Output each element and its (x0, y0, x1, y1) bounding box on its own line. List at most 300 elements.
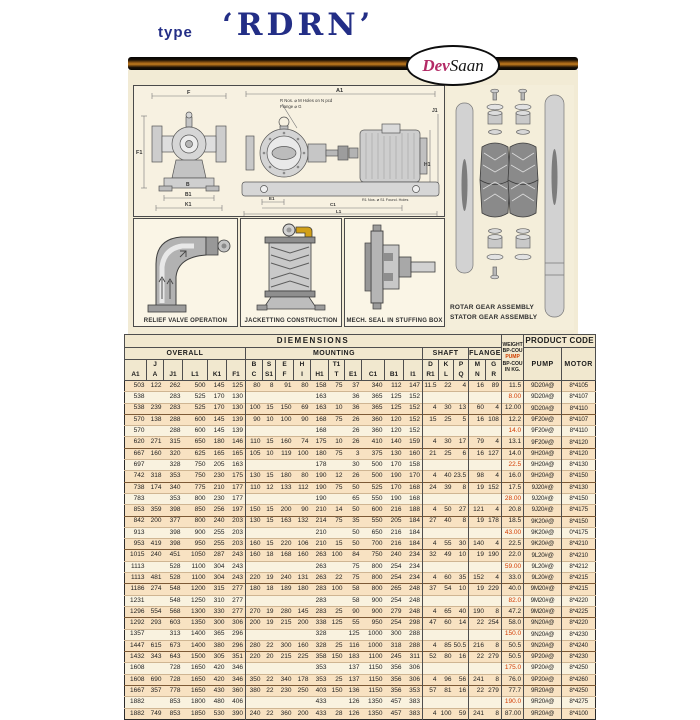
dimension-cell: 1000 (362, 640, 385, 651)
dimension-cell: 900 (183, 527, 208, 538)
dimension-cell: 4 (423, 505, 439, 516)
dimension-cell: 403 (311, 686, 329, 697)
dimension-cell: 353 (311, 674, 329, 685)
weight-cell: 47.2 (501, 606, 523, 617)
weight-cell: 43.00 (501, 527, 523, 538)
dimension-cell: 210 (311, 539, 329, 550)
dimension-cell: 26 (345, 414, 362, 425)
dimension-cell (246, 697, 263, 708)
weight-cell: 18.5 (501, 516, 523, 527)
dimension-cell: 800 (362, 561, 385, 572)
dimension-cell: 184 (404, 539, 423, 550)
dimension-cell: 4 (423, 606, 439, 617)
dimension-cell: 214 (311, 516, 329, 527)
dimension-cell: 19 (469, 482, 486, 493)
dimension-cell: 255 (208, 539, 227, 550)
dimension-cell: 19 (263, 573, 276, 584)
pump-code-cell: 9N20#@ (524, 618, 562, 629)
dimension-cell (454, 697, 469, 708)
dimension-cell: 168 (404, 482, 423, 493)
dimension-cell: 15 (263, 403, 276, 414)
dimension-cell: 205 (385, 516, 404, 527)
motor-code-cell: 8*4110 (562, 403, 596, 414)
dimension-cell: 16 (454, 652, 469, 663)
dimension-cell: 304 (208, 561, 227, 572)
dimension-cell: 1447 (125, 640, 147, 651)
dimension-cell: 15 (423, 414, 439, 425)
dimension-cell (486, 426, 501, 437)
dimension-cell: 165 (208, 448, 227, 459)
pump-assembly-drawing (133, 85, 445, 217)
dimension-cell: 26 (345, 426, 362, 437)
dimension-cell: 137 (345, 663, 362, 674)
dimension-cell (423, 527, 439, 538)
dimension-cell: 538 (125, 403, 147, 414)
dimension-cell: 177 (227, 493, 246, 504)
dimension-cell: 220 (246, 652, 263, 663)
motor-code-cell: 8*4215 (562, 573, 596, 584)
dimension-cell: 15 (263, 437, 276, 448)
dimension-cell: 230 (208, 493, 227, 504)
dimension-cell: 356 (385, 686, 404, 697)
dimension-cell (439, 493, 454, 504)
dimension-cell (246, 527, 263, 538)
dimension-cell: 620 (125, 437, 147, 448)
dimension-cell: 256 (208, 505, 227, 516)
dimension-cell: 65 (345, 493, 362, 504)
dimension-cell: 10 (329, 437, 345, 448)
dimension-cell: 360 (276, 708, 294, 719)
dimension-cell (294, 629, 311, 640)
dimension-cell: 138 (147, 414, 164, 425)
dimension-cell: 150 (276, 403, 294, 414)
dimension-cell: 750 (183, 471, 208, 482)
dimension-cell: 139 (227, 426, 246, 437)
dimension-cell: 190 (469, 606, 486, 617)
dimension-cell: 75 (329, 516, 345, 527)
dimension-cell: 313 (164, 629, 183, 640)
dimension-cell (147, 697, 164, 708)
dimension-cell (276, 527, 294, 538)
dimension-cell: 18 (263, 550, 276, 561)
motor-code-cell: 8*4107 (562, 392, 596, 403)
dimension-cell (294, 493, 311, 504)
dimension-cell (423, 629, 439, 640)
dimension-cell (329, 663, 345, 674)
column-letter-header: L1 (183, 360, 208, 381)
weight-cell: 12.2 (501, 414, 523, 425)
dimension-cell: 21 (423, 448, 439, 459)
dimension-cell: 1357 (125, 629, 147, 640)
dimension-cell (329, 426, 345, 437)
weight-cell: 76.0 (501, 674, 523, 685)
group-header-flange: FLANGE (469, 348, 502, 360)
dimension-cell: 175 (227, 471, 246, 482)
dimension-cell: 234 (404, 561, 423, 572)
dimension-cell: 365 (362, 403, 385, 414)
dimension-cell: 1296 (125, 606, 147, 617)
table-row (125, 652, 596, 663)
dimension-cell: 853 (125, 505, 147, 516)
jacketting-caption: JACKETTING CONSTRUCTION (244, 318, 338, 324)
motor-code-cell: 8*4250 (562, 663, 596, 674)
weight-cell: 12.00 (501, 403, 523, 414)
dimension-cell: 158 (404, 460, 423, 471)
dimension-cell: 12 (329, 471, 345, 482)
dimension-cell: 1650 (183, 674, 208, 685)
dimension-cell: 216 (385, 539, 404, 550)
dimension-cell (263, 460, 276, 471)
dimension-cell: 132 (294, 516, 311, 527)
dimension-cell: 160 (276, 437, 294, 448)
dimension-cell: 950 (362, 618, 385, 629)
dimension-cell: 263 (311, 561, 329, 572)
dimension-cell: 4 (486, 437, 501, 448)
table-row (125, 403, 596, 414)
dimension-cell: 170 (208, 392, 227, 403)
table-row (125, 629, 596, 640)
dimension-cell: 265 (385, 584, 404, 595)
dimension-cell: 1400 (183, 640, 208, 651)
pump-code-cell: 9L20#@ (524, 561, 562, 572)
dimension-cell (294, 561, 311, 572)
dimension-cell: 59 (454, 708, 469, 719)
column-letter-header: F1 (227, 360, 246, 381)
dimension-cell: 85 (439, 640, 454, 651)
dimension-cell: 570 (125, 414, 147, 425)
dimension-cell: 80 (294, 381, 311, 392)
dimension-cell: 263 (311, 550, 329, 561)
dimension-cell: 643 (164, 652, 183, 663)
dimension-cell: 50 (345, 539, 362, 550)
dimension-cell: 358 (311, 652, 329, 663)
dimension-cell: 346 (227, 663, 246, 674)
pump-code-cell: 9R20#@ (524, 686, 562, 697)
dimension-cell (263, 629, 276, 640)
dimension-cell: 1400 (183, 629, 208, 640)
dimension-cell (294, 392, 311, 403)
dimension-cell: 190 (385, 493, 404, 504)
dimension-cell: 50.5 (454, 640, 469, 651)
dimension-cell: 200 (294, 618, 311, 629)
dimension-cell: 503 (125, 381, 147, 392)
motor-code-cell: 8*4230 (562, 629, 596, 640)
mech-seal-panel (344, 218, 445, 327)
dimension-cell: 160 (246, 539, 263, 550)
dimension-cell: 22 (263, 686, 276, 697)
dimension-cell: 205 (208, 460, 227, 471)
dimension-cell: 106 (294, 539, 311, 550)
jacketting-svg (241, 219, 341, 314)
dimension-cell: 168 (311, 426, 329, 437)
dimension-cell (246, 595, 263, 606)
weight-cell: 11.5 (501, 381, 523, 392)
pump-code-cell: 9M20#@ (524, 606, 562, 617)
motor-code-cell: 8*4220 (562, 595, 596, 606)
dimension-cell: 749 (147, 708, 164, 719)
dimension-cell: 229 (486, 584, 501, 595)
dimension-cell: 568 (164, 606, 183, 617)
dimension-cell: 200 (294, 708, 311, 719)
dimension-cell: 1050 (183, 550, 208, 561)
dimension-cell (276, 426, 294, 437)
pump-code-cell: 9J20#@ (524, 482, 562, 493)
dimension-cell: 210 (311, 505, 329, 516)
dimension-cell (147, 426, 164, 437)
dimension-cell (423, 697, 439, 708)
dimension-cell: 406 (227, 697, 246, 708)
dimensions-table (124, 334, 596, 720)
dim-label-A1: A1 (336, 88, 344, 94)
dimension-cell: 4 (423, 471, 439, 482)
dimension-cell: 55 (439, 539, 454, 550)
dimension-cell (246, 392, 263, 403)
gear-caption-line1: ROTAR GEAR ASSEMBLY (450, 304, 535, 311)
dimension-cell: 225 (294, 652, 311, 663)
dimension-cell: 625 (183, 448, 208, 459)
dimension-cell: 800 (183, 493, 208, 504)
dim-label-B: B (186, 182, 190, 188)
dimension-cell: 145 (208, 381, 227, 392)
dimension-cell: 600 (183, 414, 208, 425)
gear-assembly-drawing (447, 85, 574, 330)
dimension-cell: 165 (227, 448, 246, 459)
dimension-cell: 10 (454, 550, 469, 561)
dimension-cell: 4 (486, 573, 501, 584)
dimension-cell: 110 (246, 437, 263, 448)
dimension-cell: 110 (246, 482, 263, 493)
dimension-cell: 1667 (125, 686, 147, 697)
weight-cell: 13.1 (501, 437, 523, 448)
dimension-cell: 398 (164, 527, 183, 538)
weight-cell: 58.0 (501, 618, 523, 629)
dimension-cell: 40 (439, 516, 454, 527)
dimension-cell (454, 493, 469, 504)
dimension-cell: 287 (208, 550, 227, 561)
dimension-cell: 174 (147, 482, 164, 493)
page-title: ‘RDRN’ (222, 7, 375, 43)
dimension-cell: 525 (183, 392, 208, 403)
dimension-cell: 220 (246, 573, 263, 584)
dimension-cell: 80 (294, 471, 311, 482)
dimension-cell: 12 (263, 482, 276, 493)
dimension-cell: 178 (294, 674, 311, 685)
dimension-cell: 170 (385, 460, 404, 471)
column-letter-header: A1 (125, 360, 147, 381)
dimension-cell: 10 (454, 584, 469, 595)
product-code-header: PRODUCT CODE (524, 335, 596, 348)
motor-code-cell: 8*4215 (562, 584, 596, 595)
dimension-cell: 279 (385, 606, 404, 617)
dimension-cell (439, 663, 454, 674)
dimension-cell: 360 (362, 414, 385, 425)
dimension-cell: 241 (469, 708, 486, 719)
dimension-cell: 296 (227, 640, 246, 651)
motor-code-cell: 8*4150 (562, 471, 596, 482)
dimension-cell: 84 (345, 550, 362, 561)
dimension-cell: 49 (439, 550, 454, 561)
dimension-cell: 728 (164, 674, 183, 685)
pump-code-cell: 9P20#@ (524, 652, 562, 663)
weight-cell: 14.0 (501, 426, 523, 437)
dimension-cell: 277 (227, 584, 246, 595)
column-letter-header: I1 (404, 360, 423, 381)
dimension-cell (469, 460, 486, 471)
dimension-cell: 6 (454, 448, 469, 459)
table-row (125, 708, 596, 719)
dimension-cell: 283 (311, 584, 329, 595)
dimension-cell: 234 (404, 550, 423, 561)
dimension-cell: 340 (362, 381, 385, 392)
dim-label-H1: H1 (424, 162, 431, 168)
dimension-cell: 271 (147, 437, 164, 448)
dimension-cell: 25 (329, 606, 345, 617)
dimension-cell: 145 (208, 414, 227, 425)
dimension-cell: 130 (227, 403, 246, 414)
dimension-cell: 305 (208, 652, 227, 663)
dimension-cell: 126 (345, 708, 362, 719)
dimension-cell: 125 (345, 629, 362, 640)
dimension-cell (294, 426, 311, 437)
table-row (125, 482, 596, 493)
dimension-cell: 1608 (125, 674, 147, 685)
dimension-cell (454, 527, 469, 538)
dimension-cell: 420 (208, 674, 227, 685)
dimension-cell: 328 (311, 640, 329, 651)
dimension-cell: 603 (164, 618, 183, 629)
dimension-cell: 19 (469, 550, 486, 561)
dimension-cell (439, 697, 454, 708)
dimension-cell: 615 (147, 640, 164, 651)
dimension-cell: 8 (486, 640, 501, 651)
dimension-cell: 1300 (183, 606, 208, 617)
dimension-cell: 16 (469, 414, 486, 425)
weight-cell: 16.0 (501, 471, 523, 482)
dimension-cell: 136 (345, 686, 362, 697)
mech-seal-svg (345, 219, 444, 314)
gear-caption-line2: STATOR GEAR ASSEMBLY (450, 314, 538, 322)
dimension-cell: 853 (164, 708, 183, 719)
dimension-cell: 98 (469, 471, 486, 482)
pump-code-cell: 9H20#@ (524, 460, 562, 471)
motor-code-cell: 8*4175 (562, 505, 596, 516)
dimension-cell: 8 (486, 674, 501, 685)
weight-cell: 22.5 (501, 460, 523, 471)
dimension-cell: 311 (404, 652, 423, 663)
column-letter-header: M N (469, 360, 486, 381)
group-header-overall: OVERALL (125, 348, 246, 360)
dim-label-K1: K1 (185, 202, 192, 208)
dimension-cell: 248 (404, 595, 423, 606)
dimension-cell: 75 (329, 448, 345, 459)
dimension-cell: 152 (404, 392, 423, 403)
dimension-cell (486, 629, 501, 640)
dimension-cell: 180 (208, 437, 227, 448)
dimensions-table-wrap (124, 334, 596, 720)
dimension-cell (276, 663, 294, 674)
dimension-cell (329, 460, 345, 471)
dimension-cell: 254 (385, 561, 404, 572)
dimension-cell: 89 (486, 381, 501, 392)
dimension-cell (263, 697, 276, 708)
motor-code-cell: 8*4150 (562, 493, 596, 504)
dimension-cell: 300 (276, 640, 294, 651)
dimension-cell: 283 (311, 606, 329, 617)
dimension-cell: 600 (183, 426, 208, 437)
dimension-cell (263, 561, 276, 572)
table-row (125, 640, 596, 651)
dim-label-L1: L1 (336, 209, 342, 214)
pump-code-cell: 9J20#@ (524, 493, 562, 504)
table-row (125, 460, 596, 471)
dimension-cell: 57 (423, 686, 439, 697)
dimension-cell: 90 (294, 414, 311, 425)
weight-cell: 87.00 (501, 708, 523, 719)
dimension-cell: 25 (439, 414, 454, 425)
dimension-cell: 697 (125, 460, 147, 471)
dimension-cell: 842 (125, 516, 147, 527)
dimension-cell: 27 (454, 505, 469, 516)
dimension-cell: 150 (329, 652, 345, 663)
dimension-cell: 457 (385, 697, 404, 708)
pump-code-cell: 9M20#@ (524, 584, 562, 595)
dimension-cell: 346 (227, 674, 246, 685)
dimension-cell: 105 (246, 448, 263, 459)
dimension-cell: 90 (294, 505, 311, 516)
dimension-cell (147, 663, 164, 674)
dimension-cell: 457 (385, 708, 404, 719)
dimension-cell: 22 (263, 674, 276, 685)
dimension-cell: 22 (329, 573, 345, 584)
dimension-cell: 152 (404, 403, 423, 414)
brand-logo (406, 45, 500, 86)
dimension-cell: 365 (208, 629, 227, 640)
dimension-cell (423, 561, 439, 572)
dimension-cell (469, 595, 486, 606)
dimension-cell: 126 (345, 697, 362, 708)
dimension-cell (486, 527, 501, 538)
dimension-cell: 130 (227, 392, 246, 403)
dimension-cell: 775 (183, 482, 208, 493)
dimension-cell: 23.5 (454, 471, 469, 482)
relief-valve-caption: RELIEF VALVE OPERATION (143, 318, 228, 324)
table-row (125, 539, 596, 550)
dimension-cell: 343 (147, 652, 164, 663)
dimension-cell (276, 697, 294, 708)
weight-cell: 190.0 (501, 697, 523, 708)
dimension-cell: 340 (276, 674, 294, 685)
dimension-cell: 800 (362, 573, 385, 584)
pump-code-cell: 9F20#@ (524, 414, 562, 425)
dimension-cell (246, 460, 263, 471)
dimension-cell: 1150 (362, 674, 385, 685)
dimension-cell: 380 (246, 686, 263, 697)
dimension-cell: 365 (362, 392, 385, 403)
dimension-cell: 16 (469, 448, 486, 459)
dimension-cell (329, 392, 345, 403)
dimension-cell: 119 (276, 448, 294, 459)
dimension-cell: 17 (454, 437, 469, 448)
dimension-cell: 15 (329, 539, 345, 550)
dimension-cell: 130 (246, 471, 263, 482)
dimension-cell: 1650 (183, 686, 208, 697)
dimension-cell (454, 629, 469, 640)
dimension-cell: 800 (362, 584, 385, 595)
table-title: DIEMENSIONS (125, 335, 502, 348)
pump-code-cell: 9L20#@ (524, 550, 562, 561)
column-letter-header: K1 (208, 360, 227, 381)
dimension-cell (294, 595, 311, 606)
